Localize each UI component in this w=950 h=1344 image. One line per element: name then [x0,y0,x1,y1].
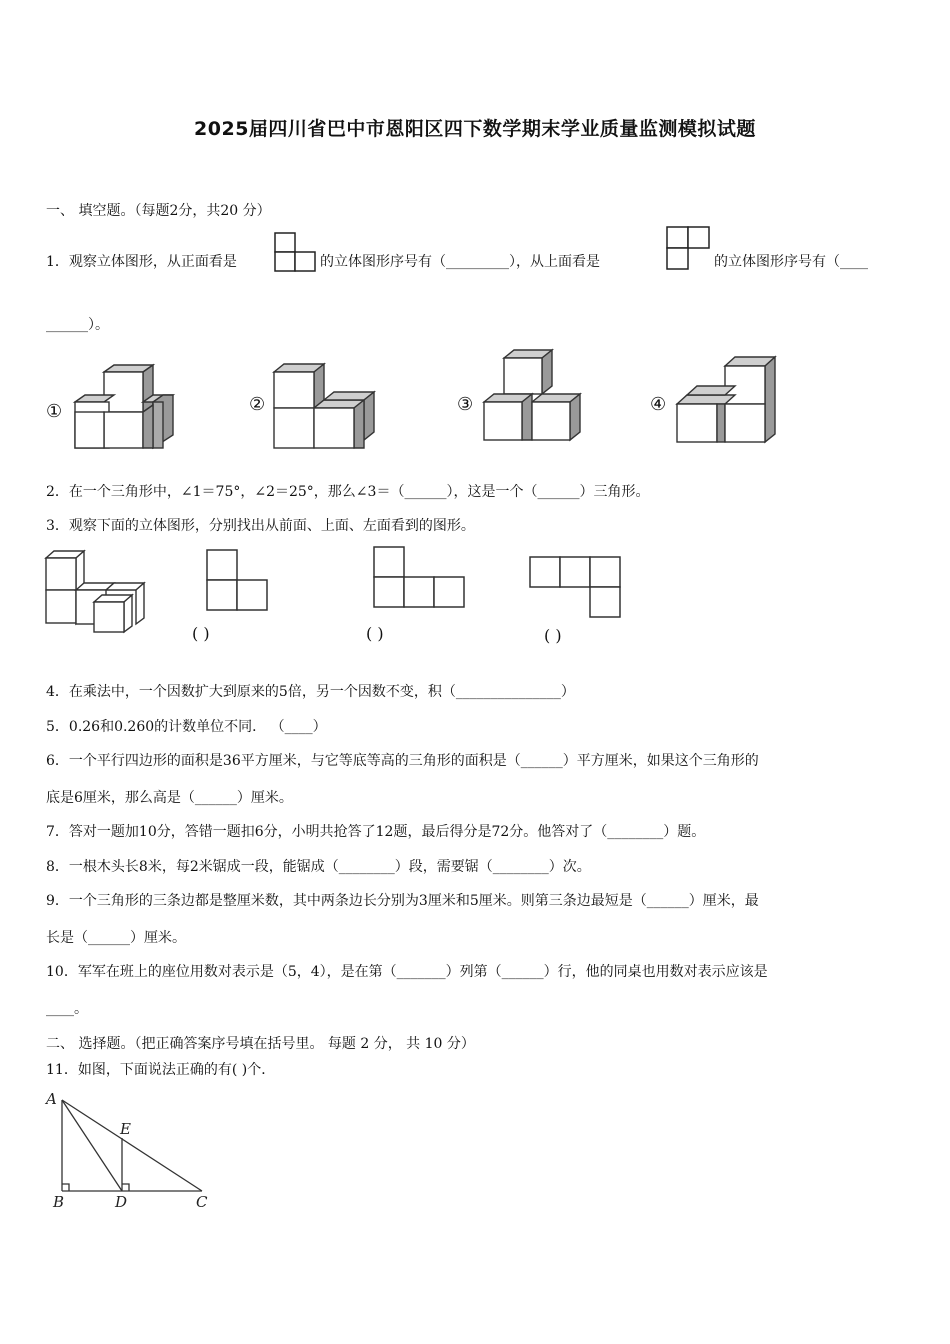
top-view-icon [666,226,712,272]
question-1-part4: ______）。 [46,317,109,333]
figure-label-2: ② [249,394,266,415]
question-10-line1: 10．军军在班上的座位用数对表示是（5，4），是在第（_______）列第（______）行，他的同桌也用数对表示应该是 [46,964,768,980]
question-1-part2: 的立体图形序号有（_________），从上面看是 [320,254,600,270]
question-2: 2．在一个三角形中，∠1＝75°，∠2＝25°，那么∠3＝（______），这是一个（______）三角形。 [46,484,650,500]
answer-paren-b[interactable]: ( ) [366,624,384,643]
question-10-line2: ____。 [46,1001,88,1017]
cube-figure-2 [272,362,382,452]
triangle-figure [44,1090,219,1215]
question-6-line1: 6．一个平行四边形的面积是36平方厘米，与它等底等高的三角形的面积是（______）平方厘米，如果这个三角形的 [46,753,759,769]
question-9-line1: 9．一个三角形的三条边都是整厘米数，其中两条边长分别为3厘米和5厘米。则第三条边最短是（______）厘米，最 [46,893,759,909]
section-2-heading: 二、 选择题。（把正确答案序号填在括号里。 每题 2 分， 共 10 分） [46,1036,475,1052]
label-b: B [53,1193,65,1211]
figure-label-1: ① [46,401,63,422]
answer-paren-c[interactable]: ( ) [544,626,562,645]
view-figure-a [206,549,268,611]
cube-figure-4 [673,354,783,449]
question-9-line2: 长是（______）厘米。 [46,930,186,946]
question-8: 8．一根木头长8米，每2米锯成一段，能锯成（________）段，需要锯（________）次。 [46,859,591,875]
section-1-heading: 一、 填空题。（每题2分，共20 分） [46,203,271,219]
solid-figure-q3 [44,548,154,638]
question-11: 11．如图，下面说法正确的有( )个． [46,1062,276,1078]
figure-label-3: ③ [457,394,474,415]
view-figure-b [373,546,465,608]
page-title: 2025届四川省巴中市恩阳区四下数学期末学业质量监测模拟试题 [194,118,756,140]
cube-figure-3 [480,348,590,448]
question-5: 5．0.26和0.260的计数单位不同． （____） [46,719,327,735]
question-4: 4．在乘法中，一个因数扩大到原来的5倍，另一个因数不变，积（_______________） [46,684,575,700]
question-7: 7．答对一题加10分，答错一题扣6分，小明共抢答了12题，最后得分是72分。他答对了（________）题。 [46,824,706,840]
view-figure-c [529,556,621,618]
label-c: C [196,1193,208,1211]
label-a: A [46,1090,57,1108]
question-1-part3: 的立体图形序号有（____ [714,254,868,270]
front-view-icon [274,232,318,272]
question-1-part1: 1．观察立体图形，从正面看是 [46,254,237,270]
cube-figure-1 [70,362,180,452]
answer-paren-a[interactable]: ( ) [192,624,210,643]
figure-label-4: ④ [650,394,667,415]
question-3: 3．观察下面的立体图形，分别找出从前面、上面、左面看到的图形。 [46,518,475,534]
label-d: D [115,1193,128,1211]
label-e: E [120,1120,131,1138]
question-6-line2: 底是6厘米，那么高是（______）厘米。 [46,790,293,806]
